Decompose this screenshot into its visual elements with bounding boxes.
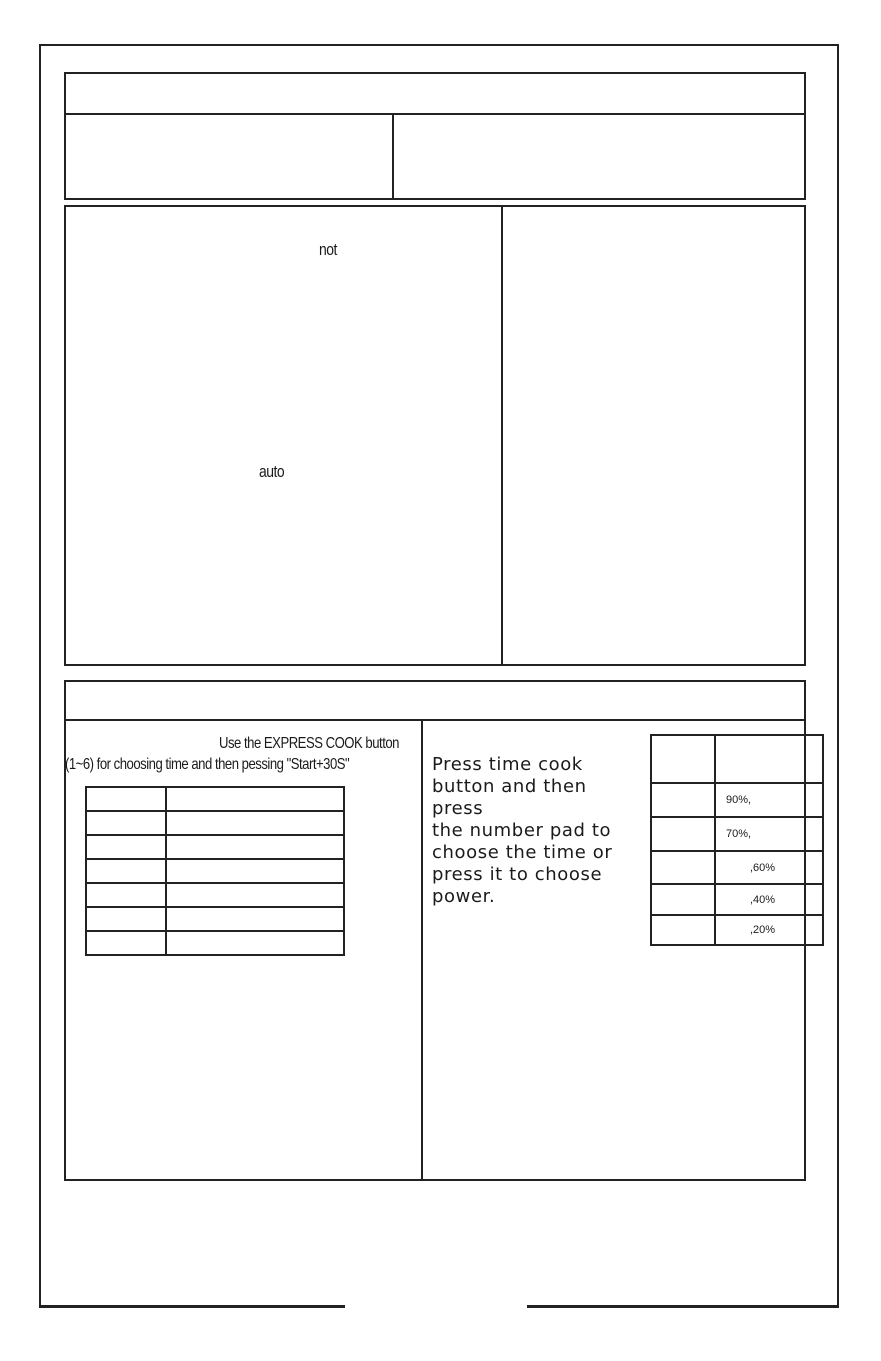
table-cell (166, 835, 344, 859)
power-value: ,40% (715, 884, 823, 915)
table-row (86, 859, 344, 883)
time-cook-line: the number pad to (432, 820, 612, 841)
top-info-divider (392, 113, 394, 200)
time-cook-line: choose the time or (432, 842, 613, 863)
table-cell (715, 735, 823, 783)
express-cook-instruction-line1: Use the EXPRESS COOK button (219, 735, 399, 752)
cooking-section-header-rule (64, 719, 806, 721)
time-cook-line: Press time cook (432, 754, 583, 775)
top-info-box (64, 113, 806, 200)
table-cell (166, 907, 344, 931)
table-row (86, 811, 344, 835)
auto-label: auto (259, 462, 285, 481)
power-value: 90%, (715, 783, 823, 817)
time-cook-instructions (432, 754, 642, 908)
table-cell (86, 907, 166, 931)
table-cell (166, 883, 344, 907)
time-cook-line: press it to choose (432, 864, 603, 885)
table-row (651, 915, 823, 945)
table-row (651, 884, 823, 915)
table-cell (651, 851, 715, 884)
table-row (86, 835, 344, 859)
table-cell (86, 859, 166, 883)
bottom-rule-left (39, 1305, 345, 1308)
power-level-table (650, 734, 824, 946)
table-cell (86, 787, 166, 811)
time-cook-line: power. (432, 886, 496, 907)
table-row (651, 851, 823, 884)
table-cell (86, 883, 166, 907)
table-cell (651, 735, 715, 783)
power-value: ,20% (715, 915, 823, 945)
table-cell (86, 931, 166, 955)
cooking-section-divider (421, 719, 423, 1181)
table-cell (651, 915, 715, 945)
table-cell (166, 859, 344, 883)
table-row (651, 783, 823, 817)
not-label: not (319, 240, 337, 259)
time-cook-line: button and then press (432, 776, 587, 819)
table-cell (651, 783, 715, 817)
table-cell (166, 787, 344, 811)
express-cook-instruction-line2: (1~6) for choosing time and then pessing "Start+30S" (65, 756, 350, 773)
table-cell (166, 811, 344, 835)
table-row (86, 931, 344, 955)
table-row (651, 817, 823, 851)
table-cell (651, 817, 715, 851)
power-value: ,60% (715, 851, 823, 884)
middle-section-divider (501, 205, 503, 666)
table-row (86, 787, 344, 811)
table-row (86, 907, 344, 931)
table-cell (651, 884, 715, 915)
power-value: 70%, (715, 817, 823, 851)
top-header-box (64, 72, 806, 115)
table-cell (166, 931, 344, 955)
table-cell (86, 811, 166, 835)
express-cook-table (85, 786, 345, 956)
table-row (86, 883, 344, 907)
table-cell (86, 835, 166, 859)
table-row (651, 735, 823, 783)
middle-section-box (64, 205, 806, 666)
bottom-rule-right (527, 1305, 839, 1308)
